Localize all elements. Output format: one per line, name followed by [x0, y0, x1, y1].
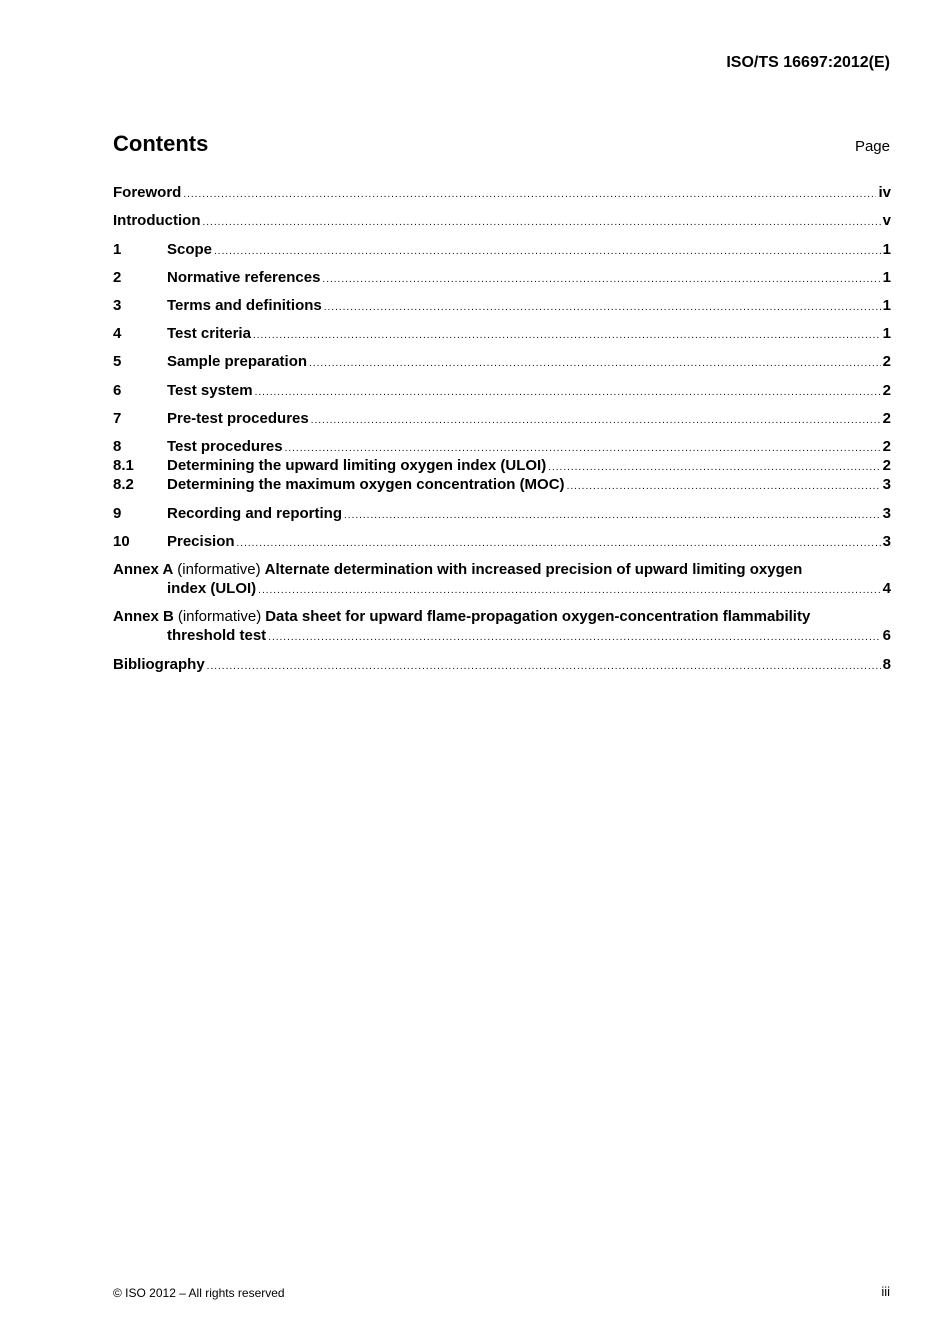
toc-title: Test system: [167, 382, 253, 399]
toc-page: 3: [882, 476, 891, 493]
toc-page: 2: [882, 410, 891, 427]
annex-label: Annex A: [113, 561, 174, 578]
toc-number: 2: [113, 269, 122, 286]
dot-leader: [253, 326, 881, 345]
toc-title: Precision: [167, 533, 235, 550]
copyright-notice: © ISO 2012 – All rights reserved: [113, 1286, 285, 1300]
toc-entry-normative-references[interactable]: [113, 268, 891, 287]
toc-entry-precision[interactable]: [113, 532, 891, 551]
toc-number: 8.1: [113, 457, 134, 474]
annex-type: (informative): [177, 608, 262, 625]
toc-entry-test-procedures[interactable]: [113, 437, 891, 456]
dot-leader: [311, 411, 881, 430]
toc-number: 9: [113, 505, 122, 522]
toc-number: 8: [113, 438, 122, 455]
toc-title: Introduction: [113, 212, 201, 229]
dot-leader: [268, 628, 880, 647]
toc-number: 5: [113, 353, 122, 370]
toc-entry-annex-b-line2[interactable]: [113, 626, 891, 645]
toc-number: 8.2: [113, 476, 134, 493]
toc-entry-moc[interactable]: [113, 475, 891, 494]
toc-entry-test-criteria[interactable]: [113, 324, 891, 343]
toc-page: iv: [878, 184, 891, 201]
annex-title-continued: threshold test: [167, 627, 267, 644]
dot-leader: [258, 581, 880, 600]
toc-entry-pre-test-procedures[interactable]: [113, 409, 891, 428]
toc-page: 4: [882, 580, 891, 597]
toc-page: 1: [882, 269, 891, 286]
dot-leader: [207, 657, 881, 676]
toc-page: 2: [882, 438, 891, 455]
toc-page: 2: [882, 382, 891, 399]
toc-entry-scope[interactable]: [113, 240, 891, 259]
document-id: ISO/TS 16697:2012(E): [726, 54, 890, 71]
annex-title: Alternate determination with increased precision of upward limiting oxygen: [264, 561, 803, 578]
dot-leader: [255, 383, 881, 402]
toc-entry-foreword[interactable]: [113, 183, 891, 202]
toc-entry-annex-a-line2[interactable]: [113, 579, 891, 598]
toc-entry-annex-b-line1[interactable]: [113, 607, 891, 626]
toc-entry-test-system[interactable]: [113, 381, 891, 400]
toc-entry-terms-definitions[interactable]: [113, 296, 891, 315]
toc-title: Pre-test procedures: [167, 410, 309, 427]
toc-page: 1: [882, 241, 891, 258]
toc-entry-annex-a-line1[interactable]: [113, 560, 891, 579]
toc-page: v: [882, 212, 891, 229]
dot-leader: [214, 242, 881, 261]
toc-page: 6: [882, 627, 891, 644]
toc-number: 7: [113, 410, 122, 427]
toc-title: Determining the upward limiting oxygen index (ULOI): [167, 457, 547, 474]
toc-page: 1: [882, 325, 891, 342]
dot-leader: [324, 298, 881, 317]
toc-number: 4: [113, 325, 122, 342]
annex-label: Annex B: [113, 608, 174, 625]
toc-number: 1: [113, 241, 122, 258]
toc-title: Sample preparation: [167, 353, 308, 370]
toc-page: 2: [882, 353, 891, 370]
toc-entry-uloi[interactable]: [113, 456, 891, 475]
toc-page: 8: [882, 656, 891, 673]
toc-page: 1: [882, 297, 891, 314]
toc-number: 3: [113, 297, 122, 314]
dot-leader: [322, 270, 880, 289]
annex-title: Data sheet for upward flame-propagation oxygen-concentration flammability: [265, 608, 811, 625]
dot-leader: [183, 185, 876, 204]
toc-entry-introduction[interactable]: [113, 211, 891, 230]
toc-entry-bibliography[interactable]: [113, 655, 891, 674]
toc-title: Scope: [167, 241, 213, 258]
toc-page: 3: [882, 533, 891, 550]
toc-title: Test criteria: [167, 325, 251, 342]
toc-title: Normative references: [167, 269, 321, 286]
toc-page: 2: [882, 457, 891, 474]
annex-title-continued: index (ULOI): [167, 580, 257, 597]
toc-title: Determining the maximum oxygen concentration (MOC): [167, 476, 565, 493]
dot-leader: [344, 506, 881, 525]
toc-number: 10: [113, 533, 130, 550]
page-number: iii: [881, 1284, 890, 1299]
toc-title: Recording and reporting: [167, 505, 343, 522]
toc-number: 6: [113, 382, 122, 399]
toc-entry-recording-reporting[interactable]: [113, 504, 891, 523]
toc-page: 3: [882, 505, 891, 522]
toc-title: Test procedures: [167, 438, 283, 455]
dot-leader: [202, 213, 880, 232]
page-column-label: Page: [854, 138, 890, 155]
toc-title: Foreword: [113, 184, 182, 201]
dot-leader: [567, 477, 881, 496]
contents-title: Contents: [113, 131, 209, 156]
dot-leader: [237, 534, 881, 553]
annex-type: (informative): [177, 561, 261, 578]
dot-leader: [309, 354, 881, 373]
toc-entry-sample-preparation[interactable]: [113, 352, 891, 371]
toc-title: Bibliography: [113, 656, 205, 673]
toc-title: Terms and definitions: [167, 297, 322, 314]
